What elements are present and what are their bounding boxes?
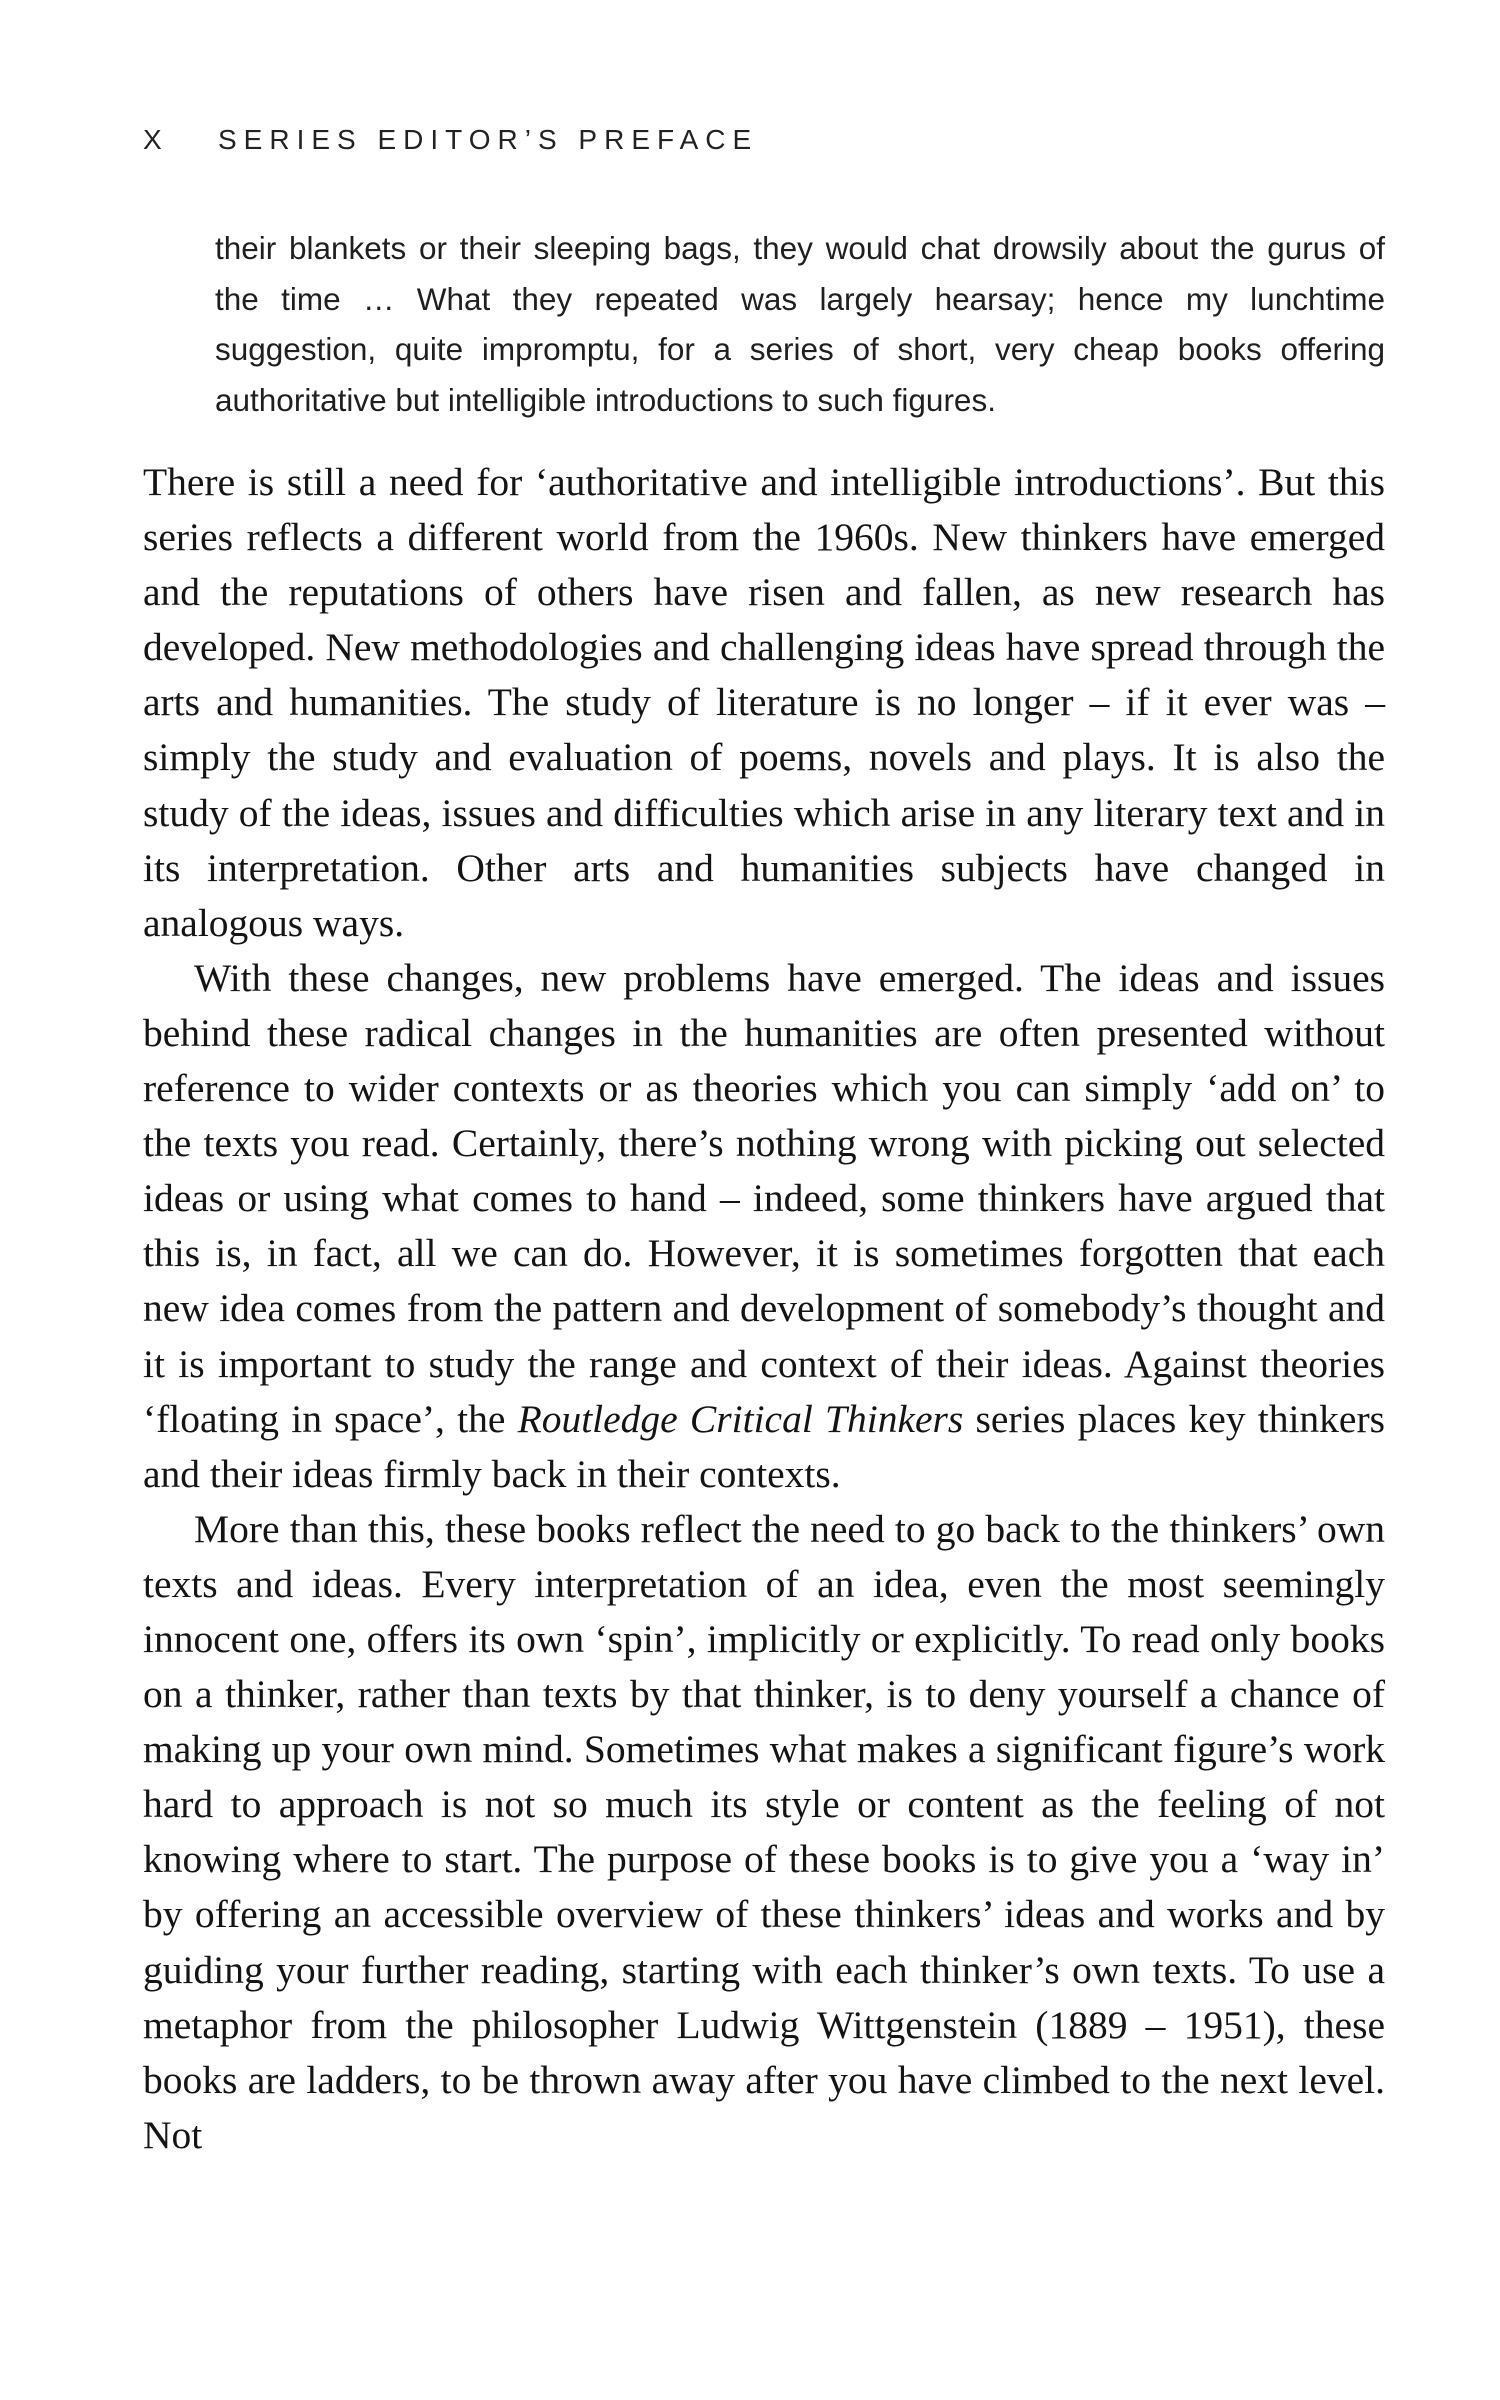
body-text [143, 455, 1385, 2163]
running-title: SERIES EDITOR’S PREFACE [218, 124, 759, 155]
page-number: X [143, 124, 169, 155]
paragraph-3: More than this, these books reflect the need to go back to the thinkers’ own texts and ideas. Every interpretation of an idea, even the most seemingly innocent one, offers its own ‘spin’, implicitly or explicitly. To read only books on a thinker, rather than texts by that thinker, is to deny yourself a chance of making up your own mind. Sometimes what makes a significant figure’s work hard to approach is not so much its style or content as the feeling of not knowing where to start. The purpose of these books is to give you a ‘way in’ by offering an accessible overview of these thinkers’ ideas and works and by guiding your further reading, starting with each thinker’s own texts. To use a metaphor from the philosopher Ludwig Wittgenstein (1889 – 1951), these books are ladders, to be thrown away after you have climbed to the next level. Not [143, 1506, 1385, 2157]
series-title: Routledge Critical Thinkers [517, 1396, 964, 1441]
paragraph-1: There is still a need for ‘authoritative and intelligible introductions’. But this series reflects a different world from the 1960s. New thinkers have emerged and the reputations of others have risen and fallen, as new research has developed. New methodologies and challenging ideas have spread through the arts and humanities. The study of literature is no longer – if it ever was – simply the study and evaluation of poems, novels and plays. It is also the study of the ideas, issues and difficulties which arise in any literary text and in its interpretation. Other arts and humanities subjects have changed in analogous ways. [143, 460, 1385, 945]
running-head [143, 124, 758, 156]
paragraph-2-text-a: With these changes, new problems have emerged. The ideas and issues behind these radical changes in the humanities are often presented without reference to wider contexts or as theories which you can simply ‘add on’ to the texts you read. Certainly, there’s nothing wrong with picking out selected ideas or using what comes to hand – indeed, some thinkers have argued that this is, in fact, all we can do. However, it is sometimes forgotten that each new idea comes from the pattern and development of somebody’s thought and it is important to study the range and context of their ideas. Against theories ‘floating in space’, the [143, 955, 1385, 1441]
block-quote: their blankets or their sleeping bags, they would chat drowsily about the gurus of the time … What they repeated was largely hearsay; hence my lunchtime suggestion, quite impromptu, for a series of short, very cheap books offering authoritative but intelligible introductions to such figures. [215, 230, 1385, 418]
paragraph-2 [143, 951, 1385, 1502]
paragraph-2-text-b: series places key thinkers and their ideas firmly back in their contexts. [143, 1396, 1385, 1496]
